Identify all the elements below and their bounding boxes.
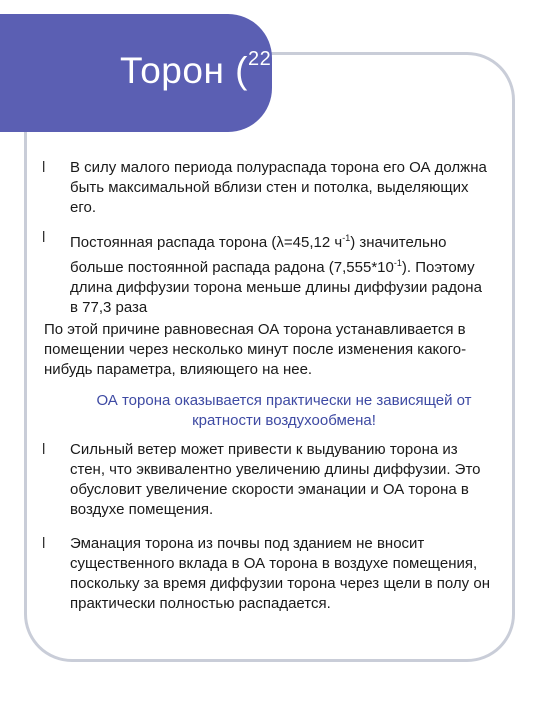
bullet-icon: l <box>42 441 46 458</box>
bullet-icon: l <box>42 535 46 552</box>
slide-title: Торон ($^{22}$ <box>120 48 272 91</box>
body-paragraph: По этой причине равновесная ОА торона устанавливается в помещении через несколько минут после изменения какого-нибудь параметра, влияющего на нее. <box>44 321 467 378</box>
bullet-text: Постоянная распада торона (λ=45,12 $ч^{-1}$) значительно больше постоянной распада радона $(7,555*10^{-1})$. Поэтому длина диффузии торона меньше длины диффузии радона в 77,3 раза <box>70 233 482 316</box>
bullet-icon: l <box>42 229 46 246</box>
bullet-text: Эманация торона из почвы под зданием не вносит существенного вклада в ОА торона в воздухе помещения, поскольку за время диффузии торона через щели в полу он практически полностью распадается. <box>70 535 490 612</box>
title-superscript: 22 <box>247 48 272 70</box>
bullet-text: В силу малого периода полураспада торона его ОА должна быть максимальной вблизи стен и потолка, выделяющих его. <box>70 159 487 216</box>
title-overlay-cover <box>272 14 540 52</box>
bullet-text: Сильный ветер может привести к выдуванию торона из стен, что эквивалентно увеличению длины диффузии. Это обусловит увеличение скорости эманации и ОА торона в воздухе помещения. <box>70 441 481 518</box>
highlight-text: ОА торона оказывается практически не зависящей от кратности воздухообмена! <box>96 392 472 429</box>
bullet-icon: l <box>42 159 46 176</box>
